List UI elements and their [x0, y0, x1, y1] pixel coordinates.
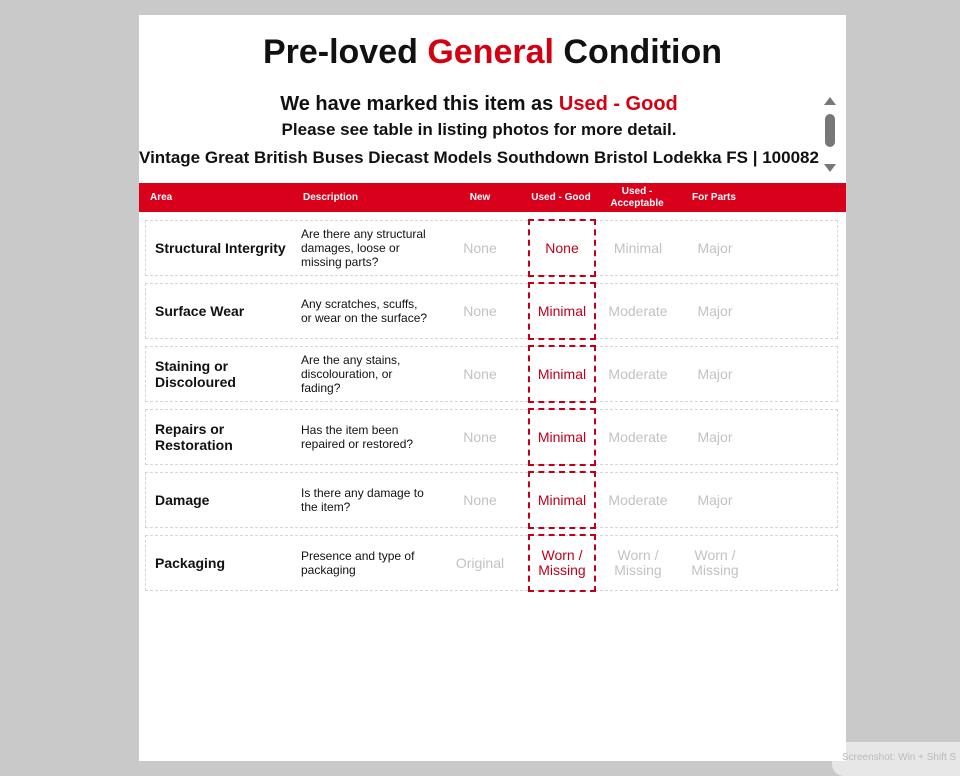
- row-new-value: Original: [455, 554, 505, 571]
- row-description: Are there any structural damages, loose or missing parts?: [301, 227, 426, 269]
- title-text-before: Pre-loved: [262, 33, 428, 71]
- header-new: New: [469, 192, 491, 203]
- header-area: Area: [150, 192, 173, 203]
- title-text-accent: General: [427, 33, 554, 71]
- row-used-acceptable-value: Moderate: [608, 302, 668, 319]
- title-text-after: Condition: [553, 33, 723, 71]
- row-description: Is there any damage to the item?: [301, 486, 424, 514]
- row-used-acceptable-value: Moderate: [608, 428, 668, 445]
- table-row: [145, 535, 838, 591]
- table-row: [145, 472, 838, 528]
- row-description: Any scratches, scuffs, or wear on the surface?: [301, 297, 428, 325]
- row-for-parts-value: Major: [697, 491, 733, 508]
- header-for-parts: For Parts: [692, 192, 736, 203]
- row-new-value: None: [463, 302, 497, 319]
- detail-note: Please see table in listing photos for more detail.: [281, 120, 677, 139]
- listing-page: [139, 15, 846, 761]
- header-description: Description: [303, 192, 359, 203]
- row-used-good-value: Minimal: [537, 428, 587, 445]
- page-title: [139, 33, 846, 72]
- row-area: Structural Intergrity: [155, 240, 286, 256]
- condition-statement-text: We have marked this item as: [280, 93, 559, 115]
- row-used-good-value: Minimal: [537, 491, 587, 508]
- row-description: Are the any stains, discolouration, or fading?: [301, 353, 401, 395]
- row-for-parts-value: Major: [697, 239, 733, 256]
- row-description: Presence and type of packaging: [301, 549, 415, 577]
- table-row: [145, 220, 838, 276]
- row-used-good-value: Worn / Missing: [538, 547, 586, 578]
- row-new-value: None: [463, 428, 497, 445]
- table-row: [145, 283, 838, 339]
- row-new-value: None: [463, 491, 497, 508]
- scroll-thumb[interactable]: [825, 114, 835, 147]
- row-area: Damage: [155, 492, 210, 508]
- row-used-good-value: None: [545, 239, 579, 256]
- row-for-parts-value: Major: [697, 302, 733, 319]
- row-used-acceptable-value: Moderate: [608, 365, 668, 382]
- screenshot-hint-overlay: Screenshot: Win + Shift S: [832, 742, 960, 776]
- header-used-acceptable: Used - Acceptable: [610, 185, 664, 209]
- item-title: Vintage Great British Buses Diecast Models Southdown Bristol Lodekka FS | 100082: [139, 148, 819, 167]
- condition-statement: [139, 93, 819, 116]
- row-new-value: None: [463, 239, 497, 256]
- row-used-good-value: Minimal: [537, 365, 587, 382]
- table-header: [139, 183, 846, 212]
- row-used-acceptable-value: Minimal: [613, 239, 663, 256]
- row-description: Has the item been repaired or restored?: [301, 423, 414, 451]
- row-area: Staining or Discoloured: [155, 358, 236, 390]
- row-for-parts-value: Worn / Missing: [691, 547, 739, 578]
- scroll-down-arrow-icon[interactable]: [824, 164, 836, 172]
- intro-scrollbar[interactable]: [822, 97, 838, 177]
- table-row: [145, 409, 838, 465]
- intro-scroll-box[interactable]: [139, 87, 819, 183]
- row-new-value: None: [463, 365, 497, 382]
- header-used-good: Used - Good: [531, 192, 591, 203]
- row-area: Repairs or Restoration: [155, 421, 233, 453]
- row-for-parts-value: Major: [697, 365, 733, 382]
- row-area: Packaging: [155, 555, 226, 571]
- row-used-good-value: Minimal: [537, 302, 587, 319]
- table-row: [145, 346, 838, 402]
- scroll-up-arrow-icon[interactable]: [824, 97, 836, 105]
- condition-grade: Used - Good: [558, 93, 678, 115]
- row-used-acceptable-value: Moderate: [608, 491, 668, 508]
- row-area: Surface Wear: [155, 303, 245, 319]
- row-used-acceptable-value: Worn / Missing: [614, 547, 662, 578]
- row-for-parts-value: Major: [697, 428, 733, 445]
